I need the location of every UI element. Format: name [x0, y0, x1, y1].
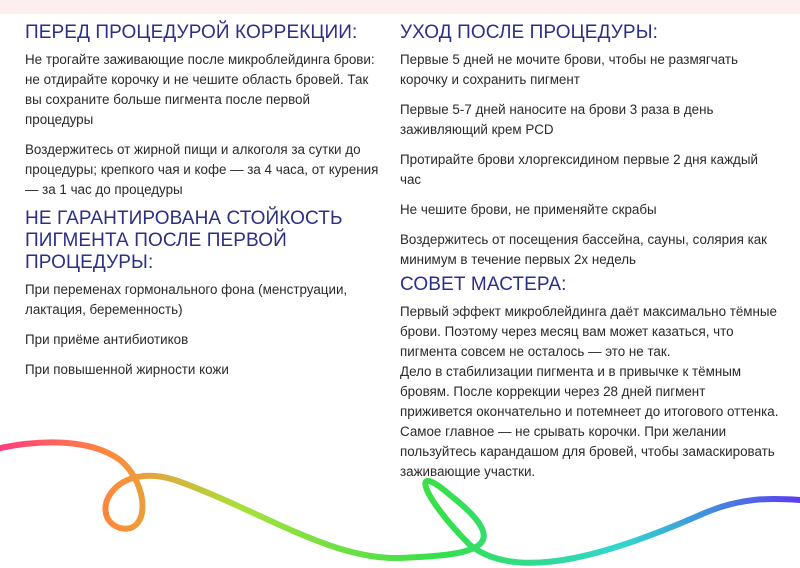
decorative-ribbon: [0, 400, 800, 568]
paragraph: Дело в стабилизации пигмента и в привычке к тёмным бровям. После коррекции через 28 дней пигмент приживется окончательно и потемнеет до итогового оттенка. Самое главное — не срывать корочки. При желании пользуйтесь карандашом для бровей, чтобы замаскировать заживающие участки.: [400, 364, 779, 479]
paragraph: Воздержитесь от посещения бассейна, сауны, солярия как минимум в течение первых 2х недель: [400, 232, 768, 267]
left-column: [25, 22, 380, 377]
right-column: [400, 22, 779, 479]
paragraph: Первый эффект микроблейдинга даёт максимально тёмные брови. Поэтому через месяц вам может казаться, что пигмента совсем не осталось — это не так.: [400, 304, 777, 359]
paragraph: Первые 5-7 дней наносите на брови 3 раза в день заживляющий крем PCD: [400, 102, 714, 137]
section-title: ПЕРЕД ПРОЦЕДУРОЙ КОРРЕКЦИИ:: [25, 22, 358, 43]
ribbon-path: [0, 442, 800, 562]
section-before-correction: [25, 22, 380, 200]
paragraph: При повышенной жирности кожи: [25, 362, 229, 377]
section-title: УХОД ПОСЛЕ ПРОЦЕДУРЫ:: [400, 22, 659, 43]
paragraph: Воздержитесь от жирной пищи и алкоголя за сутки до процедуры; крепкого чая и кофе — за 4 часа, от курения — за 1 час до процедуры: [25, 142, 379, 197]
paragraph: Первые 5 дней не мочите брови, чтобы не размягчать корочку и сохранить пигмент: [400, 52, 739, 87]
paragraph: Не чешите брови, не применяйте скрабы: [400, 202, 657, 217]
section-title-line: НЕ ГАРАНТИРОВАНА СТОЙКОСТЬ: [25, 208, 343, 229]
section-aftercare: [400, 22, 775, 270]
paragraph: Протирайте брови хлоргексидином первые 2 дня каждый час: [400, 152, 758, 187]
section-pigment-durability: [25, 208, 405, 390]
paragraph: При переменах гормонального фона (менструации, лактация, беременность): [25, 282, 348, 317]
section-title-line: ПИГМЕНТА ПОСЛЕ ПЕРВОЙ ПРОЦЕДУРЫ:: [25, 230, 287, 273]
section-title: [25, 208, 405, 274]
paragraph: Не трогайте заживающие после микроблейдинга брови: не отдирайте корочку и не чешите область бровей. Так вы сохраните больше пигмента после первой процедуры: [25, 52, 375, 127]
section-title: СОВЕТ МАСТЕРА:: [400, 274, 567, 295]
paragraph: При приёме антибиотиков: [25, 332, 189, 347]
top-band: [0, 0, 800, 14]
